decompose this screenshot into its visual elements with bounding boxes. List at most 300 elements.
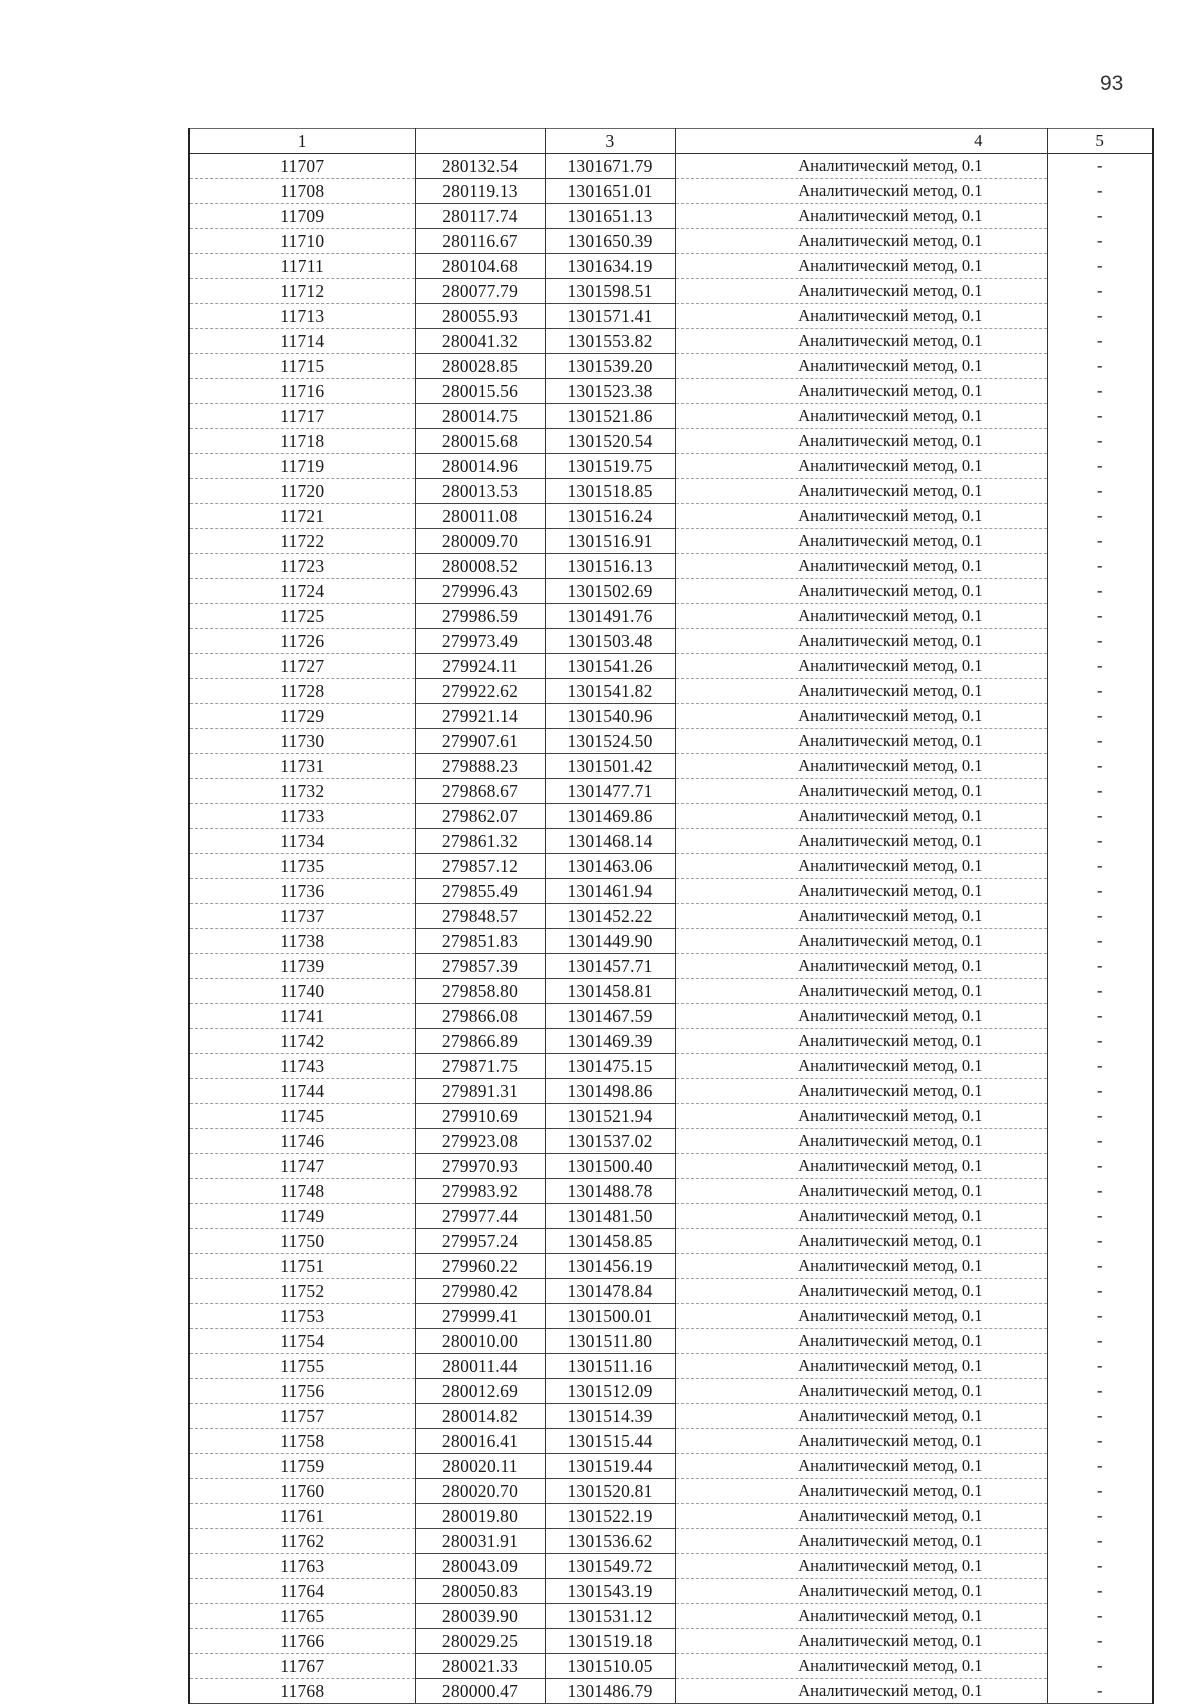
x-coordinate-cell: 279960.22 xyxy=(415,1254,545,1279)
point-number-cell: 11765 xyxy=(189,1604,415,1629)
method-cell: Аналитический метод, 0.1 xyxy=(675,454,1047,479)
x-coordinate-cell: 280014.82 xyxy=(415,1404,545,1429)
x-coordinate-cell: 280016.41 xyxy=(415,1429,545,1454)
x-coordinate-cell: 280119.13 xyxy=(415,179,545,204)
y-coordinate-cell: 1301671.79 xyxy=(545,154,675,179)
point-number-cell: 11717 xyxy=(189,404,415,429)
method-cell: Аналитический метод, 0.1 xyxy=(675,1054,1047,1079)
y-coordinate-cell: 1301477.71 xyxy=(545,779,675,804)
point-number-cell: 11762 xyxy=(189,1529,415,1554)
x-coordinate-cell: 279861.32 xyxy=(415,829,545,854)
method-cell: Аналитический метод, 0.1 xyxy=(675,404,1047,429)
table-row xyxy=(189,1279,1153,1304)
x-coordinate-cell: 280029.25 xyxy=(415,1629,545,1654)
method-cell: Аналитический метод, 0.1 xyxy=(675,904,1047,929)
method-cell: Аналитический метод, 0.1 xyxy=(675,1679,1047,1704)
point-number-cell: 11727 xyxy=(189,654,415,679)
x-coordinate-cell: 279858.80 xyxy=(415,979,545,1004)
x-coordinate-cell: 279957.24 xyxy=(415,1229,545,1254)
y-coordinate-cell: 1301461.94 xyxy=(545,879,675,904)
method-cell: Аналитический метод, 0.1 xyxy=(675,629,1047,654)
x-coordinate-cell: 279973.49 xyxy=(415,629,545,654)
table-row xyxy=(189,1654,1153,1679)
method-cell: Аналитический метод, 0.1 xyxy=(675,529,1047,554)
y-coordinate-cell: 1301491.76 xyxy=(545,604,675,629)
dash-cell: - xyxy=(1047,1554,1153,1579)
table-row xyxy=(189,154,1153,179)
y-coordinate-cell: 1301502.69 xyxy=(545,579,675,604)
table-row xyxy=(189,179,1153,204)
x-coordinate-cell: 279923.08 xyxy=(415,1129,545,1154)
point-number-cell: 11729 xyxy=(189,704,415,729)
x-coordinate-cell: 279970.93 xyxy=(415,1154,545,1179)
y-coordinate-cell: 1301518.85 xyxy=(545,479,675,504)
table-row xyxy=(189,1129,1153,1154)
x-coordinate-cell: 280012.69 xyxy=(415,1379,545,1404)
point-number-cell: 11711 xyxy=(189,254,415,279)
y-coordinate-cell: 1301515.44 xyxy=(545,1429,675,1454)
method-cell: Аналитический метод, 0.1 xyxy=(675,504,1047,529)
point-number-cell: 11748 xyxy=(189,1179,415,1204)
y-coordinate-cell: 1301516.24 xyxy=(545,504,675,529)
y-coordinate-cell: 1301469.39 xyxy=(545,1029,675,1054)
point-number-cell: 11746 xyxy=(189,1129,415,1154)
point-number-cell: 11716 xyxy=(189,379,415,404)
point-number-cell: 11751 xyxy=(189,1254,415,1279)
header-col-1: 1 xyxy=(189,129,415,154)
dash-cell: - xyxy=(1047,629,1153,654)
y-coordinate-cell: 1301469.86 xyxy=(545,804,675,829)
y-coordinate-cell: 1301452.22 xyxy=(545,904,675,929)
dash-cell: - xyxy=(1047,529,1153,554)
y-coordinate-cell: 1301458.81 xyxy=(545,979,675,1004)
point-number-cell: 11747 xyxy=(189,1154,415,1179)
x-coordinate-cell: 280055.93 xyxy=(415,304,545,329)
method-cell: Аналитический метод, 0.1 xyxy=(675,1454,1047,1479)
dash-cell: - xyxy=(1047,279,1153,304)
method-cell: Аналитический метод, 0.1 xyxy=(675,1479,1047,1504)
table-row xyxy=(189,1604,1153,1629)
table-row xyxy=(189,779,1153,804)
header-col-3: 3 xyxy=(545,129,675,154)
y-coordinate-cell: 1301519.44 xyxy=(545,1454,675,1479)
method-cell: Аналитический метод, 0.1 xyxy=(675,1029,1047,1054)
coordinates-table-body xyxy=(189,129,1153,1704)
point-number-cell: 11740 xyxy=(189,979,415,1004)
dash-cell: - xyxy=(1047,1329,1153,1354)
x-coordinate-cell: 279977.44 xyxy=(415,1204,545,1229)
x-coordinate-cell: 279868.67 xyxy=(415,779,545,804)
y-coordinate-cell: 1301475.15 xyxy=(545,1054,675,1079)
method-cell: Аналитический метод, 0.1 xyxy=(675,1304,1047,1329)
table-row xyxy=(189,1379,1153,1404)
coordinates-table xyxy=(188,128,1154,1704)
dash-cell: - xyxy=(1047,1054,1153,1079)
table-row xyxy=(189,1354,1153,1379)
dash-cell: - xyxy=(1047,779,1153,804)
table-row xyxy=(189,1004,1153,1029)
x-coordinate-cell: 280015.56 xyxy=(415,379,545,404)
method-cell: Аналитический метод, 0.1 xyxy=(675,754,1047,779)
point-number-cell: 11736 xyxy=(189,879,415,904)
method-cell: Аналитический метод, 0.1 xyxy=(675,1404,1047,1429)
table-row xyxy=(189,554,1153,579)
table-row xyxy=(189,1304,1153,1329)
method-cell: Аналитический метод, 0.1 xyxy=(675,1254,1047,1279)
method-cell: Аналитический метод, 0.1 xyxy=(675,879,1047,904)
dash-cell: - xyxy=(1047,1629,1153,1654)
point-number-cell: 11767 xyxy=(189,1654,415,1679)
point-number-cell: 11757 xyxy=(189,1404,415,1429)
method-cell: Аналитический метод, 0.1 xyxy=(675,1354,1047,1379)
dash-cell: - xyxy=(1047,704,1153,729)
y-coordinate-cell: 1301456.19 xyxy=(545,1254,675,1279)
table-row xyxy=(189,654,1153,679)
y-coordinate-cell: 1301536.62 xyxy=(545,1529,675,1554)
y-coordinate-cell: 1301598.51 xyxy=(545,279,675,304)
dash-cell: - xyxy=(1047,404,1153,429)
point-number-cell: 11722 xyxy=(189,529,415,554)
table-row xyxy=(189,379,1153,404)
dash-cell: - xyxy=(1047,1304,1153,1329)
y-coordinate-cell: 1301519.75 xyxy=(545,454,675,479)
method-cell: Аналитический метод, 0.1 xyxy=(675,354,1047,379)
table-row xyxy=(189,1079,1153,1104)
method-cell: Аналитический метод, 0.1 xyxy=(675,1079,1047,1104)
x-coordinate-cell: 280132.54 xyxy=(415,154,545,179)
method-cell: Аналитический метод, 0.1 xyxy=(675,204,1047,229)
y-coordinate-cell: 1301522.19 xyxy=(545,1504,675,1529)
table-row xyxy=(189,954,1153,979)
table-row xyxy=(189,679,1153,704)
x-coordinate-cell: 280077.79 xyxy=(415,279,545,304)
method-cell: Аналитический метод, 0.1 xyxy=(675,1579,1047,1604)
table-row xyxy=(189,204,1153,229)
x-coordinate-cell: 280117.74 xyxy=(415,204,545,229)
table-row xyxy=(189,1454,1153,1479)
x-coordinate-cell: 280015.68 xyxy=(415,429,545,454)
dash-cell: - xyxy=(1047,1479,1153,1504)
dash-cell: - xyxy=(1047,454,1153,479)
y-coordinate-cell: 1301543.19 xyxy=(545,1579,675,1604)
method-cell: Аналитический метод, 0.1 xyxy=(675,154,1047,179)
point-number-cell: 11737 xyxy=(189,904,415,929)
method-cell: Аналитический метод, 0.1 xyxy=(675,1229,1047,1254)
y-coordinate-cell: 1301500.40 xyxy=(545,1154,675,1179)
point-number-cell: 11725 xyxy=(189,604,415,629)
x-coordinate-cell: 280011.08 xyxy=(415,504,545,529)
x-coordinate-cell: 280008.52 xyxy=(415,554,545,579)
x-coordinate-cell: 280028.85 xyxy=(415,354,545,379)
dash-cell: - xyxy=(1047,729,1153,754)
dash-cell: - xyxy=(1047,804,1153,829)
point-number-cell: 11734 xyxy=(189,829,415,854)
point-number-cell: 11726 xyxy=(189,629,415,654)
dash-cell: - xyxy=(1047,1529,1153,1554)
y-coordinate-cell: 1301539.20 xyxy=(545,354,675,379)
point-number-cell: 11732 xyxy=(189,779,415,804)
dash-cell: - xyxy=(1047,1004,1153,1029)
point-number-cell: 11713 xyxy=(189,304,415,329)
x-coordinate-cell: 279871.75 xyxy=(415,1054,545,1079)
table-row xyxy=(189,1504,1153,1529)
dash-cell: - xyxy=(1047,254,1153,279)
point-number-cell: 11724 xyxy=(189,579,415,604)
method-cell: Аналитический метод, 0.1 xyxy=(675,554,1047,579)
x-coordinate-cell: 280050.83 xyxy=(415,1579,545,1604)
dash-cell: - xyxy=(1047,179,1153,204)
dash-cell: - xyxy=(1047,1229,1153,1254)
dash-cell: - xyxy=(1047,1429,1153,1454)
x-coordinate-cell: 279999.41 xyxy=(415,1304,545,1329)
y-coordinate-cell: 1301481.50 xyxy=(545,1204,675,1229)
dash-cell: - xyxy=(1047,1454,1153,1479)
y-coordinate-cell: 1301463.06 xyxy=(545,854,675,879)
method-cell: Аналитический метод, 0.1 xyxy=(675,779,1047,804)
point-number-cell: 11730 xyxy=(189,729,415,754)
method-cell: Аналитический метод, 0.1 xyxy=(675,1504,1047,1529)
y-coordinate-cell: 1301512.09 xyxy=(545,1379,675,1404)
point-number-cell: 11758 xyxy=(189,1429,415,1454)
method-cell: Аналитический метод, 0.1 xyxy=(675,1529,1047,1554)
table-row xyxy=(189,1404,1153,1429)
x-coordinate-cell: 280039.90 xyxy=(415,1604,545,1629)
table-row xyxy=(189,1529,1153,1554)
y-coordinate-cell: 1301541.26 xyxy=(545,654,675,679)
dash-cell: - xyxy=(1047,1029,1153,1054)
y-coordinate-cell: 1301523.38 xyxy=(545,379,675,404)
x-coordinate-cell: 280021.33 xyxy=(415,1654,545,1679)
point-number-cell: 11744 xyxy=(189,1079,415,1104)
table-row xyxy=(189,1204,1153,1229)
method-cell: Аналитический метод, 0.1 xyxy=(675,379,1047,404)
table-row xyxy=(189,929,1153,954)
table-row xyxy=(189,604,1153,629)
x-coordinate-cell: 279866.08 xyxy=(415,1004,545,1029)
method-cell: Аналитический метод, 0.1 xyxy=(675,729,1047,754)
header-col-2 xyxy=(415,129,545,154)
y-coordinate-cell: 1301650.39 xyxy=(545,229,675,254)
table-row xyxy=(189,754,1153,779)
table-row xyxy=(189,1479,1153,1504)
x-coordinate-cell: 279855.49 xyxy=(415,879,545,904)
point-number-cell: 11710 xyxy=(189,229,415,254)
dash-cell: - xyxy=(1047,354,1153,379)
method-cell: Аналитический метод, 0.1 xyxy=(675,1554,1047,1579)
table-row xyxy=(189,629,1153,654)
table-row xyxy=(189,1029,1153,1054)
x-coordinate-cell: 279851.83 xyxy=(415,929,545,954)
method-cell: Аналитический метод, 0.1 xyxy=(675,279,1047,304)
dash-cell: - xyxy=(1047,1504,1153,1529)
point-number-cell: 11720 xyxy=(189,479,415,504)
x-coordinate-cell: 280009.70 xyxy=(415,529,545,554)
table-row xyxy=(189,979,1153,1004)
point-number-cell: 11739 xyxy=(189,954,415,979)
dash-cell: - xyxy=(1047,854,1153,879)
coordinates-table-container xyxy=(188,128,1154,1704)
x-coordinate-cell: 279862.07 xyxy=(415,804,545,829)
table-row xyxy=(189,804,1153,829)
y-coordinate-cell: 1301478.84 xyxy=(545,1279,675,1304)
method-cell: Аналитический метод, 0.1 xyxy=(675,579,1047,604)
y-coordinate-cell: 1301540.96 xyxy=(545,704,675,729)
y-coordinate-cell: 1301519.18 xyxy=(545,1629,675,1654)
method-cell: Аналитический метод, 0.1 xyxy=(675,1154,1047,1179)
dash-cell: - xyxy=(1047,754,1153,779)
table-row xyxy=(189,1679,1153,1704)
table-row xyxy=(189,479,1153,504)
header-col-4: 4 xyxy=(675,129,1047,154)
x-coordinate-cell: 279866.89 xyxy=(415,1029,545,1054)
method-cell: Аналитический метод, 0.1 xyxy=(675,254,1047,279)
point-number-cell: 11735 xyxy=(189,854,415,879)
table-header-row xyxy=(189,129,1153,154)
y-coordinate-cell: 1301514.39 xyxy=(545,1404,675,1429)
x-coordinate-cell: 280104.68 xyxy=(415,254,545,279)
point-number-cell: 11764 xyxy=(189,1579,415,1604)
x-coordinate-cell: 279986.59 xyxy=(415,604,545,629)
x-coordinate-cell: 279996.43 xyxy=(415,579,545,604)
method-cell: Аналитический метод, 0.1 xyxy=(675,329,1047,354)
x-coordinate-cell: 279921.14 xyxy=(415,704,545,729)
point-number-cell: 11738 xyxy=(189,929,415,954)
x-coordinate-cell: 279891.31 xyxy=(415,1079,545,1104)
table-row xyxy=(189,1329,1153,1354)
dash-cell: - xyxy=(1047,904,1153,929)
dash-cell: - xyxy=(1047,1154,1153,1179)
y-coordinate-cell: 1301516.91 xyxy=(545,529,675,554)
y-coordinate-cell: 1301651.01 xyxy=(545,179,675,204)
x-coordinate-cell: 280031.91 xyxy=(415,1529,545,1554)
point-number-cell: 11745 xyxy=(189,1104,415,1129)
method-cell: Аналитический метод, 0.1 xyxy=(675,304,1047,329)
y-coordinate-cell: 1301520.54 xyxy=(545,429,675,454)
y-coordinate-cell: 1301467.59 xyxy=(545,1004,675,1029)
dash-cell: - xyxy=(1047,1579,1153,1604)
table-row xyxy=(189,1229,1153,1254)
table-row xyxy=(189,404,1153,429)
table-row xyxy=(189,854,1153,879)
table-row xyxy=(189,879,1153,904)
x-coordinate-cell: 279980.42 xyxy=(415,1279,545,1304)
dash-cell: - xyxy=(1047,1379,1153,1404)
x-coordinate-cell: 279924.11 xyxy=(415,654,545,679)
point-number-cell: 11714 xyxy=(189,329,415,354)
dash-cell: - xyxy=(1047,154,1153,179)
method-cell: Аналитический метод, 0.1 xyxy=(675,1204,1047,1229)
point-number-cell: 11753 xyxy=(189,1304,415,1329)
y-coordinate-cell: 1301511.16 xyxy=(545,1354,675,1379)
x-coordinate-cell: 280116.67 xyxy=(415,229,545,254)
dash-cell: - xyxy=(1047,204,1153,229)
page-number: 93 xyxy=(1100,72,1124,95)
dash-cell: - xyxy=(1047,654,1153,679)
dash-cell: - xyxy=(1047,879,1153,904)
y-coordinate-cell: 1301521.94 xyxy=(545,1104,675,1129)
point-number-cell: 11749 xyxy=(189,1204,415,1229)
method-cell: Аналитический метод, 0.1 xyxy=(675,804,1047,829)
method-cell: Аналитический метод, 0.1 xyxy=(675,1104,1047,1129)
method-cell: Аналитический метод, 0.1 xyxy=(675,479,1047,504)
table-row xyxy=(189,1579,1153,1604)
dash-cell: - xyxy=(1047,304,1153,329)
method-cell: Аналитический метод, 0.1 xyxy=(675,1379,1047,1404)
x-coordinate-cell: 279857.39 xyxy=(415,954,545,979)
dash-cell: - xyxy=(1047,929,1153,954)
table-row xyxy=(189,254,1153,279)
point-number-cell: 11766 xyxy=(189,1629,415,1654)
table-row xyxy=(189,1154,1153,1179)
x-coordinate-cell: 279848.57 xyxy=(415,904,545,929)
y-coordinate-cell: 1301531.12 xyxy=(545,1604,675,1629)
point-number-cell: 11707 xyxy=(189,154,415,179)
method-cell: Аналитический метод, 0.1 xyxy=(675,704,1047,729)
dash-cell: - xyxy=(1047,1654,1153,1679)
x-coordinate-cell: 280013.53 xyxy=(415,479,545,504)
method-cell: Аналитический метод, 0.1 xyxy=(675,229,1047,254)
table-row xyxy=(189,1554,1153,1579)
point-number-cell: 11768 xyxy=(189,1679,415,1704)
y-coordinate-cell: 1301458.85 xyxy=(545,1229,675,1254)
point-number-cell: 11721 xyxy=(189,504,415,529)
y-coordinate-cell: 1301510.05 xyxy=(545,1654,675,1679)
table-row xyxy=(189,229,1153,254)
table-row xyxy=(189,429,1153,454)
y-coordinate-cell: 1301503.48 xyxy=(545,629,675,654)
y-coordinate-cell: 1301516.13 xyxy=(545,554,675,579)
table-row xyxy=(189,704,1153,729)
point-number-cell: 11731 xyxy=(189,754,415,779)
y-coordinate-cell: 1301511.80 xyxy=(545,1329,675,1354)
x-coordinate-cell: 279910.69 xyxy=(415,1104,545,1129)
point-number-cell: 11715 xyxy=(189,354,415,379)
x-coordinate-cell: 280020.11 xyxy=(415,1454,545,1479)
point-number-cell: 11743 xyxy=(189,1054,415,1079)
x-coordinate-cell: 279983.92 xyxy=(415,1179,545,1204)
y-coordinate-cell: 1301468.14 xyxy=(545,829,675,854)
x-coordinate-cell: 279857.12 xyxy=(415,854,545,879)
table-row xyxy=(189,1629,1153,1654)
x-coordinate-cell: 280014.96 xyxy=(415,454,545,479)
dash-cell: - xyxy=(1047,554,1153,579)
point-number-cell: 11733 xyxy=(189,804,415,829)
table-row xyxy=(189,354,1153,379)
dash-cell: - xyxy=(1047,954,1153,979)
header-col-5: 5 xyxy=(1047,129,1153,154)
dash-cell: - xyxy=(1047,379,1153,404)
x-coordinate-cell: 279922.62 xyxy=(415,679,545,704)
dash-cell: - xyxy=(1047,1204,1153,1229)
dash-cell: - xyxy=(1047,1354,1153,1379)
y-coordinate-cell: 1301457.71 xyxy=(545,954,675,979)
method-cell: Аналитический метод, 0.1 xyxy=(675,654,1047,679)
y-coordinate-cell: 1301634.19 xyxy=(545,254,675,279)
dash-cell: - xyxy=(1047,1079,1153,1104)
method-cell: Аналитический метод, 0.1 xyxy=(675,1279,1047,1304)
method-cell: Аналитический метод, 0.1 xyxy=(675,604,1047,629)
table-row xyxy=(189,454,1153,479)
y-coordinate-cell: 1301537.02 xyxy=(545,1129,675,1154)
y-coordinate-cell: 1301520.81 xyxy=(545,1479,675,1504)
point-number-cell: 11754 xyxy=(189,1329,415,1354)
table-row xyxy=(189,1429,1153,1454)
point-number-cell: 11755 xyxy=(189,1354,415,1379)
dash-cell: - xyxy=(1047,829,1153,854)
point-number-cell: 11752 xyxy=(189,1279,415,1304)
x-coordinate-cell: 279888.23 xyxy=(415,754,545,779)
x-coordinate-cell: 280014.75 xyxy=(415,404,545,429)
